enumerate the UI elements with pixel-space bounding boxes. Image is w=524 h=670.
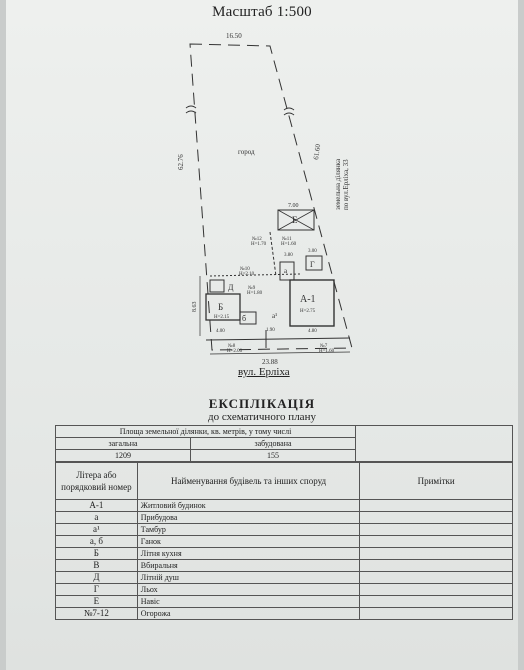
row-name: Літня кухня [137,548,360,560]
fence-7-height: Н=1.60 [319,349,335,354]
table-row [56,500,513,512]
row-letter: Е [56,596,138,608]
break-mark-left [186,106,196,113]
fence-12 [270,232,276,276]
label-d: Д [228,283,234,292]
table-row [56,512,513,524]
table-row [56,524,513,536]
row-letter: А-1 [56,500,138,512]
total-area-value: 1209 [56,450,191,462]
dim-d4: 3.80 [284,253,293,258]
fence-8-no: №8 [228,344,236,349]
table-row [56,608,513,620]
label-g: Г [310,260,315,269]
row-letter: В [56,560,138,572]
row-name: Житловий будинок [137,500,360,512]
row-notes [360,596,513,608]
street-name: вул. Ерліха [238,366,290,378]
table-row [56,596,513,608]
neighbor-plot-label-2: по вул.Ерліха, 33 [342,159,350,210]
row-name: Ганок [137,536,360,548]
explication-title: ЕКСПЛІКАЦІЯ [208,396,316,411]
buildings-table [55,462,513,620]
row-notes [360,572,513,584]
row-letter: а [56,512,138,524]
label-a1: А-1 [300,294,316,305]
row-notes [360,608,513,620]
total-area-label: загальна [56,438,191,450]
dim-d2: 1.90 [266,328,275,333]
row-letter: №7-12 [56,608,138,620]
row-notes [360,560,513,572]
table-row [56,536,513,548]
fence-lower [206,338,350,340]
table-row [56,560,513,572]
dim-left-side: 8.63 [192,301,198,312]
label-a1-small: а¹ [272,312,278,320]
dim-d5: 3.00 [308,249,317,254]
dim-bottom-total: 23.88 [262,358,278,366]
table-row [56,584,513,596]
explication-table [55,425,513,462]
row-letter: Б [56,548,138,560]
scale-title: Масштаб 1:500 [212,4,312,20]
row-notes [360,500,513,512]
dim-top-width: 16.50 [226,32,242,40]
label-b: Б [218,302,224,312]
fence-11-height: Н=1.60 [281,242,297,247]
dim-d1: 4.00 [216,329,225,334]
row-name: Огорожа [137,608,360,620]
fence-8-height: Н=2.00 [227,349,243,354]
fence-10-no: №10 [240,267,250,272]
row-name: Льох [137,584,360,596]
table-row [56,572,513,584]
fence-10-height: Н=2.10 [239,272,255,277]
col-notes-header: Примітки [360,463,513,500]
dim-left-length: 62.76 [177,154,185,170]
fence-11-no: №11 [282,237,292,242]
table-row [56,548,513,560]
fence-12-height: Н=1.70 [251,242,267,247]
row-name: Тамбур [137,524,360,536]
row-notes [360,548,513,560]
col-letter-header: Літера або порядковий номер [56,463,138,500]
label-a: а [284,267,288,275]
area-header: Площа земельної ділянки, кв. метрів, у тому числі [56,426,356,438]
break-mark-right [284,108,294,115]
built-area-value: 155 [191,450,356,462]
label-b-small: б [242,314,247,323]
label-e: Е [292,215,298,225]
fence-12-no: №12 [252,237,262,242]
row-notes [360,512,513,524]
fence-7-no: №7 [320,344,328,349]
row-notes [360,524,513,536]
dim-small-top: 7.00 [288,203,299,209]
dim-right-length: 61.60 [312,143,323,161]
row-notes [360,536,513,548]
built-area-label: забудована [191,438,356,450]
explication-subtitle: до схематичного плану [208,411,316,423]
row-name: Навіс [137,596,360,608]
header-blank [356,426,513,462]
row-notes [360,584,513,596]
fence-9-no: №9 [248,286,256,291]
dim-d3: 4.80 [308,329,317,334]
row-letter: а¹ [56,524,138,536]
label-b-height: Н=2.15 [214,315,230,320]
row-name: Вбиральня [137,560,360,572]
row-letter: Г [56,584,138,596]
col-name-header: Найменування будівель та інших споруд [137,463,360,500]
plot-boundary [190,44,352,350]
row-name: Літній душ [137,572,360,584]
row-letter: а, б [56,536,138,548]
row-name: Прибудова [137,512,360,524]
label-a1-height: Н=2.75 [300,309,316,314]
fence-9-height: Н=1.80 [247,291,263,296]
garden-label: город [238,148,255,156]
row-letter: Д [56,572,138,584]
shower-d [210,280,224,292]
neighbor-plot-label-1: земельна ділянка [334,158,342,210]
